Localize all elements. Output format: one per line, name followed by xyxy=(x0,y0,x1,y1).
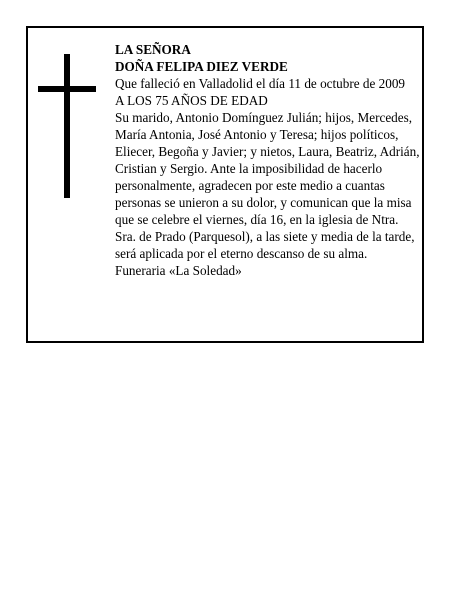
cross-horizontal-bar xyxy=(38,86,96,92)
death-date-line: Que falleció en Valladolid el día 11 de octubre de 2009 xyxy=(115,76,406,91)
notice-title: LA SEÑORA xyxy=(115,42,191,57)
notice-text xyxy=(115,41,420,279)
age-line: A LOS 75 AÑOS DE EDAD xyxy=(115,93,268,108)
cross-icon xyxy=(38,54,96,198)
notice-body: Su marido, Antonio Domínguez Julián; hijos, Mercedes, María Antonia, José Antonio y Teresa; hijos políticos, Eliecer, Begoña y Javier; y nietos, Laura, Beatriz, Adrián, Cristian y Sergio. Ante la imposibilidad de hacerlo personalmente, agradecen por este medio a cuantas personas se unieron a su dolor, y comunican que la misa que se celebre el viernes, día 16, en la iglesia de Ntra. Sra. de Prado (Parquesol), a las siete y media de la tarde, será aplicada por el eterno descanso de su alma. xyxy=(115,110,420,261)
obituary-notice xyxy=(26,26,424,343)
funeral-home: Funeraria «La Soledad» xyxy=(115,263,242,278)
deceased-name: DOÑA FELIPA DIEZ VERDE xyxy=(115,59,288,74)
cross-vertical-bar xyxy=(64,54,70,198)
